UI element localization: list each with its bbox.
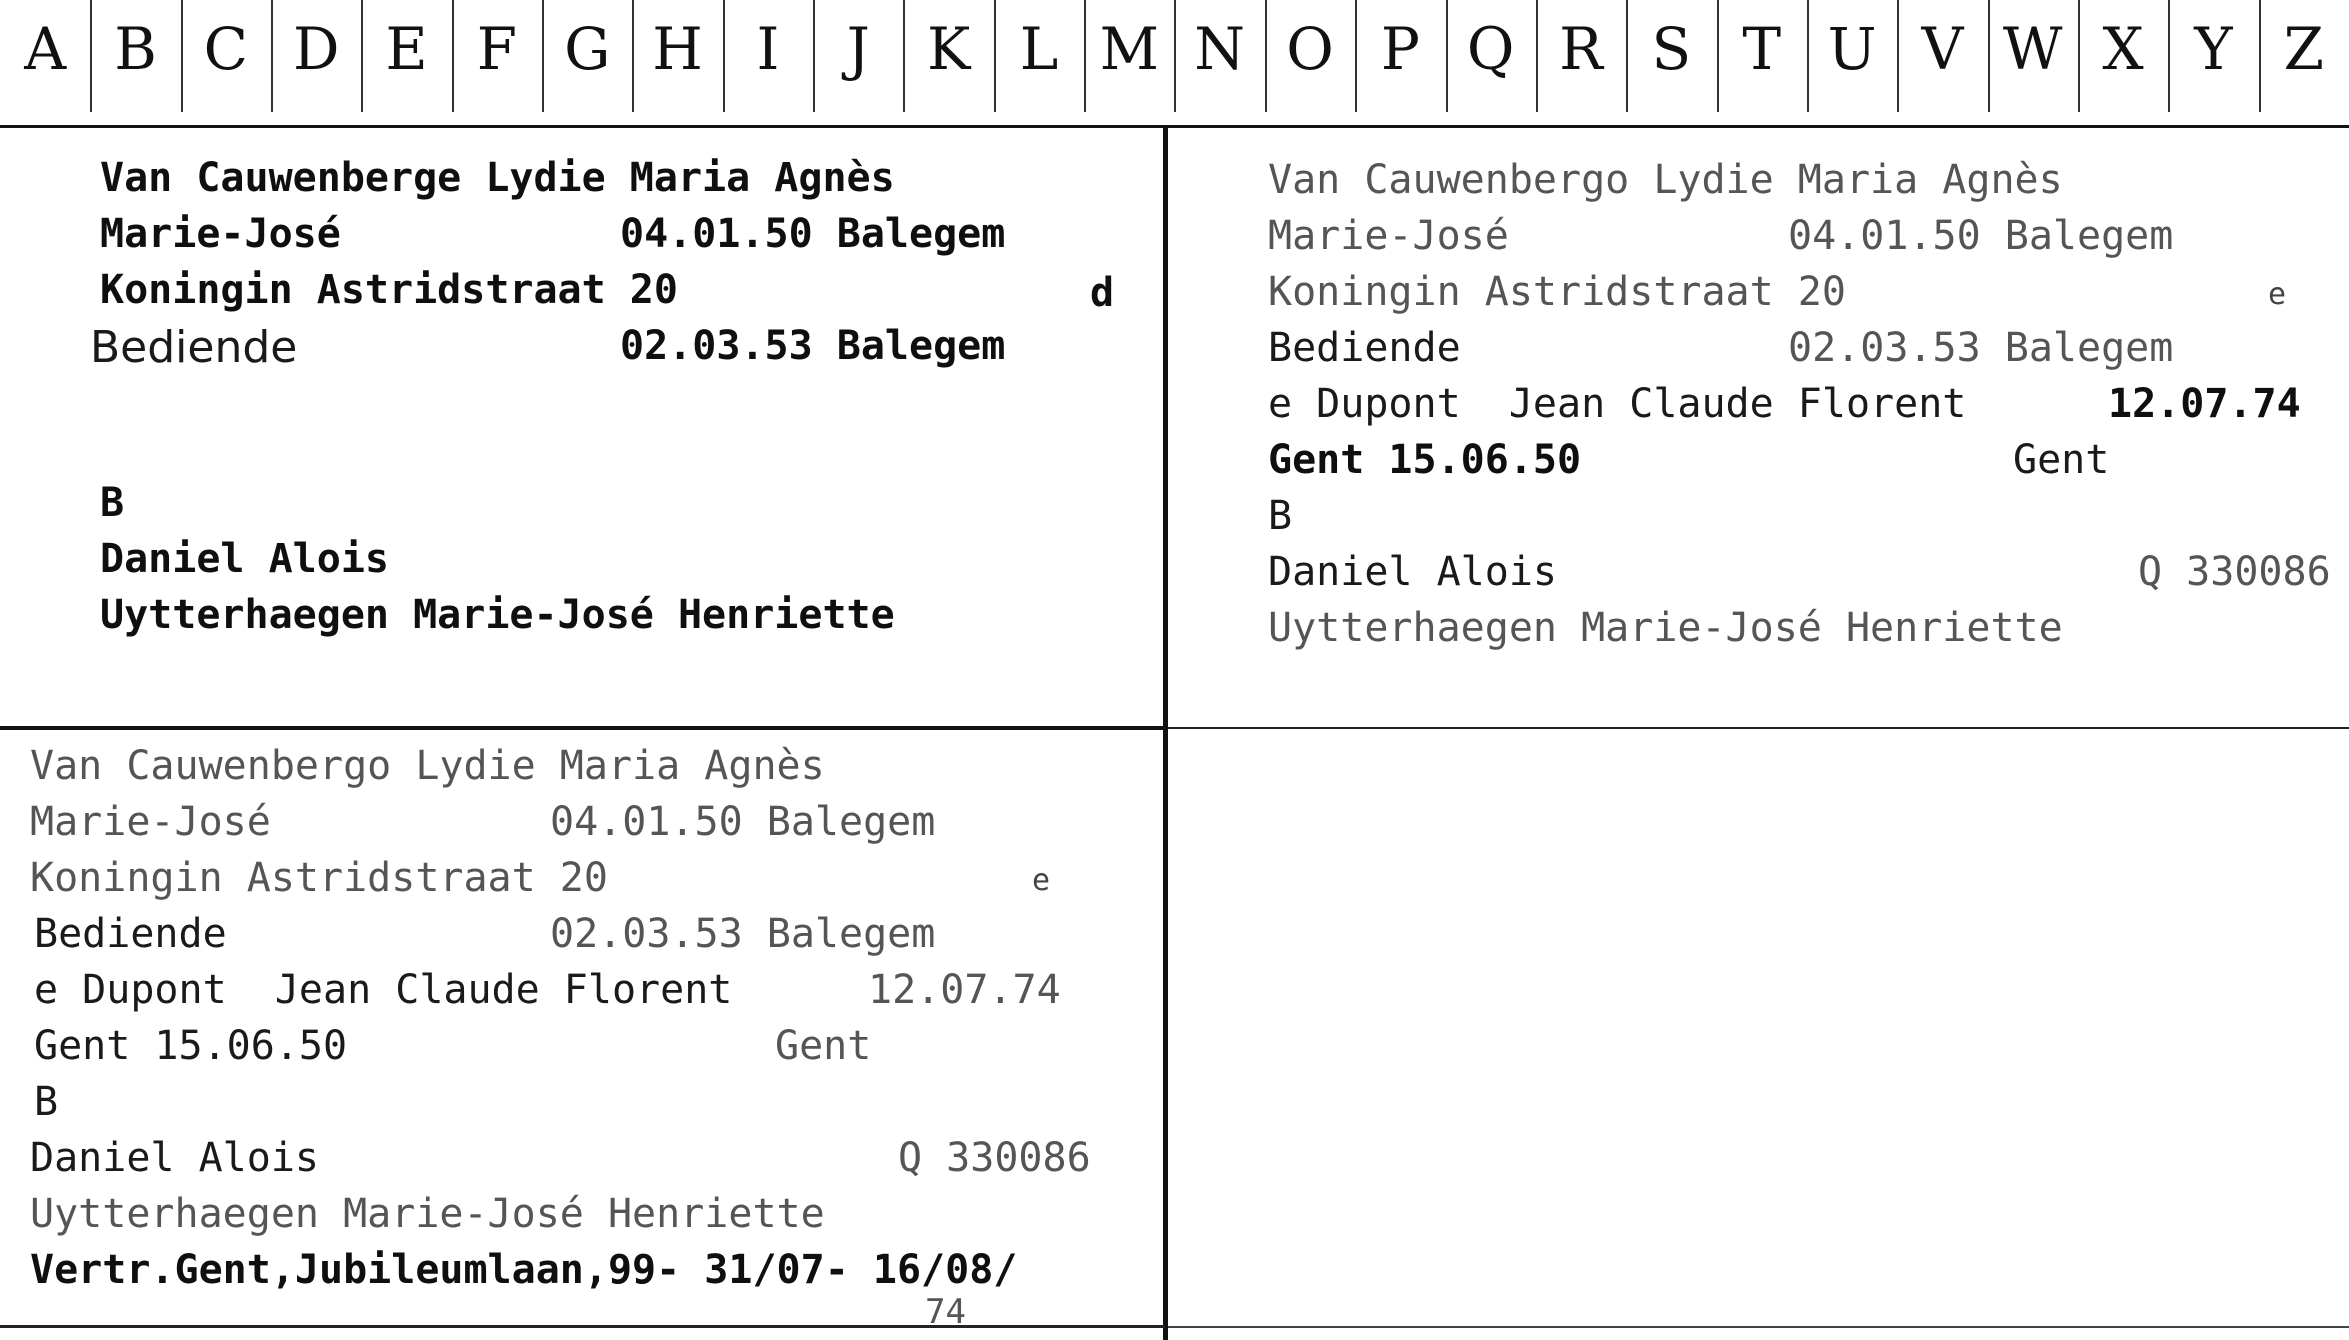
card-given-name: Marie-José <box>30 799 271 845</box>
card-code: B <box>34 1079 59 1125</box>
card-reference: Q 330086 <box>2138 549 2331 595</box>
card-marriage-place: Gent <box>775 1023 872 1069</box>
registry-card-bottom-left <box>0 730 1165 1330</box>
registry-card-bottom-right-empty <box>1168 730 2349 1330</box>
card-spouse: e Dupont Jean Claude Florent <box>1268 381 1967 427</box>
card-given-name: Marie-José <box>1268 213 1509 259</box>
card-address: Koningin Astridstraat 20 <box>100 267 678 313</box>
card-mark: d <box>1090 270 1115 316</box>
alpha-tab-w: W <box>1988 0 2078 125</box>
alpha-tab-l: L <box>994 0 1084 125</box>
alpha-tab-k: K <box>903 0 993 125</box>
alpha-tab-c: C <box>181 0 271 125</box>
card-marriage-date: 12.07.74 <box>2108 381 2301 427</box>
card-reference: Q 330086 <box>898 1135 1091 1181</box>
alpha-tab-o: O <box>1265 0 1355 125</box>
card-departure: Vertr.Gent,Jubileumlaan,99- 31/07- 16/08/ <box>30 1247 1018 1293</box>
alpha-tab-i: I <box>723 0 813 125</box>
card-spouse-birth: Gent 15.06.50 <box>1268 437 1582 483</box>
card-birth: 04.01.50 Balegem <box>550 799 936 845</box>
alpha-tab-x: X <box>2078 0 2168 125</box>
card-mark: e <box>1032 863 1051 898</box>
card-address: Koningin Astridstraat 20 <box>30 855 608 901</box>
card-father: Daniel Alois <box>1268 549 1557 595</box>
alpha-tab-h: H <box>632 0 722 125</box>
card-name: Van Cauwenberge Lydie Maria Agnès <box>100 155 895 201</box>
alpha-tab-p: P <box>1355 0 1445 125</box>
card-birth: 04.01.50 Balegem <box>620 211 1006 257</box>
card-marriage-place: Gent <box>2013 437 2110 483</box>
card-spouse-birth: Gent 15.06.50 <box>34 1023 348 1069</box>
alpha-tab-b: B <box>90 0 180 125</box>
card-mother: Uytterhaegen Marie-José Henriette <box>30 1191 825 1237</box>
alpha-tab-q: Q <box>1446 0 1536 125</box>
registry-card-top-right <box>1168 128 2349 728</box>
alpha-tab-r: R <box>1536 0 1626 125</box>
card-name: Van Cauwenbergo Lydie Maria Agnès <box>30 743 825 789</box>
card-date-2: 02.03.53 Balegem <box>550 911 936 957</box>
card-date-2: 02.03.53 Balegem <box>1788 325 2174 371</box>
card-date-2: 02.03.53 Balegem <box>620 323 1006 369</box>
alpha-tab-y: Y <box>2168 0 2258 125</box>
card-marriage-date: 12.07.74 <box>868 967 1061 1013</box>
card-birth: 04.01.50 Balegem <box>1788 213 2174 259</box>
card-mother: Uytterhaegen Marie-José Henriette <box>100 592 895 638</box>
alpha-tab-z: Z <box>2259 0 2349 125</box>
card-mark: e <box>2268 277 2287 312</box>
alpha-tab-u: U <box>1807 0 1897 125</box>
card-name: Van Cauwenbergo Lydie Maria Agnès <box>1268 157 2063 203</box>
alpha-tab-m: M <box>1084 0 1174 125</box>
card-occupation: Bediende <box>34 911 227 957</box>
registry-card-top-left <box>0 128 1165 728</box>
alpha-tab-e: E <box>361 0 451 125</box>
card-father: Daniel Alois <box>100 536 389 582</box>
alpha-tab-t: T <box>1717 0 1807 125</box>
alpha-tab-g: G <box>542 0 632 125</box>
card-mother: Uytterhaegen Marie-José Henriette <box>1268 605 2063 651</box>
card-father: Daniel Alois <box>30 1135 319 1181</box>
alpha-tab-s: S <box>1626 0 1716 125</box>
card-occupation: Bediende <box>90 322 298 373</box>
alpha-tab-f: F <box>452 0 542 125</box>
card-spouse: e Dupont Jean Claude Florent <box>34 967 733 1013</box>
alpha-tab-j: J <box>813 0 903 125</box>
alpha-tab-v: V <box>1897 0 1987 125</box>
card-address: Koningin Astridstraat 20 <box>1268 269 1846 315</box>
card-code: B <box>1268 493 1293 539</box>
card-code: B <box>100 480 125 526</box>
alpha-tab-n: N <box>1174 0 1264 125</box>
alpha-tab-d: D <box>271 0 361 125</box>
alphabet-index-strip <box>0 0 2349 128</box>
card-departure-year: 74 <box>925 1292 966 1332</box>
alpha-tab-a: A <box>24 15 67 83</box>
card-occupation: Bediende <box>1268 325 1461 371</box>
card-given-name: Marie-José <box>100 211 341 257</box>
